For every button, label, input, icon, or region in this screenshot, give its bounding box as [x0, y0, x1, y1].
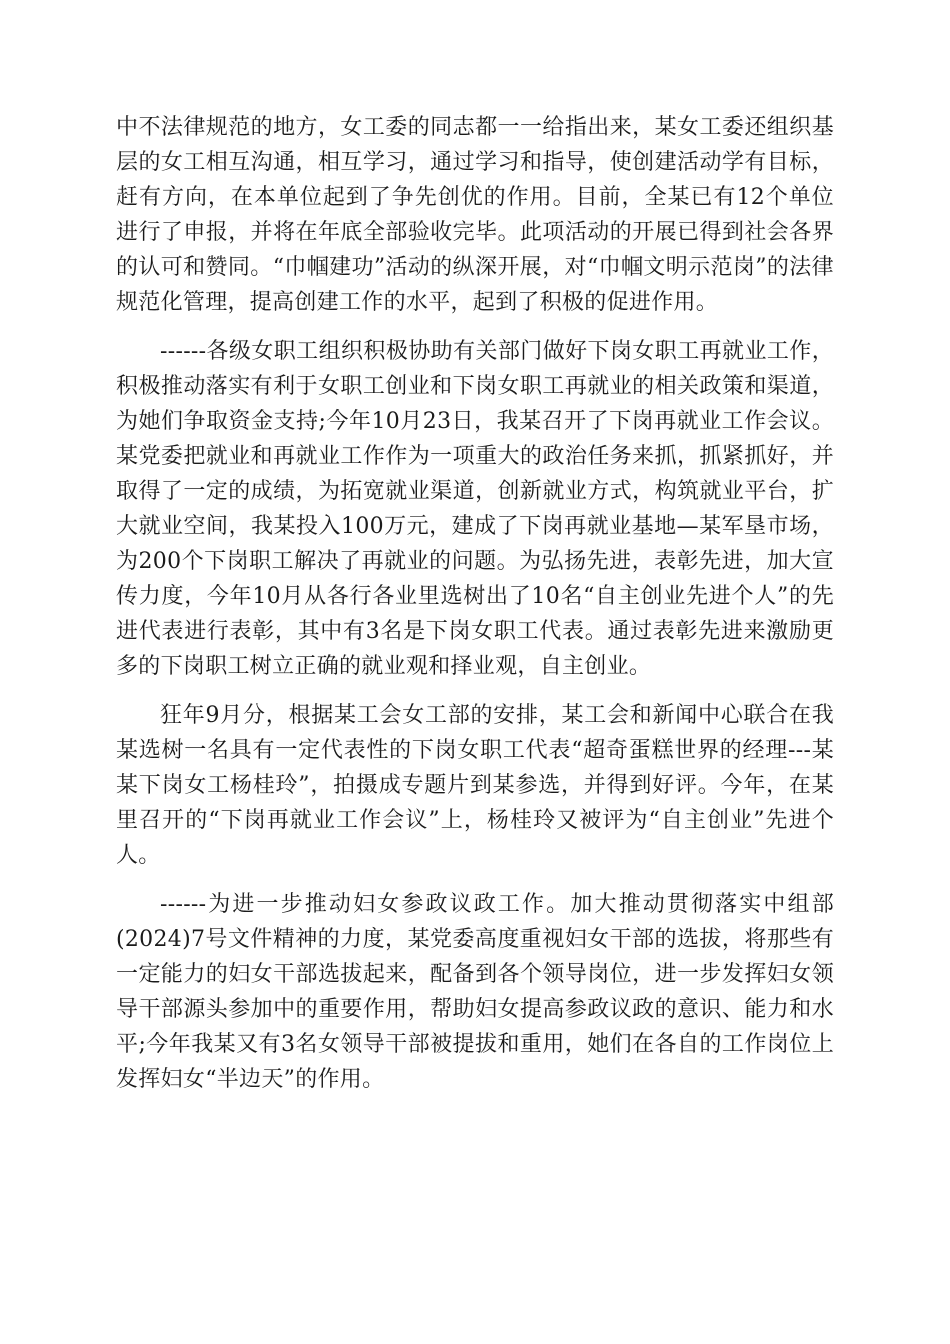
paragraph-4: ------为进一步推动妇女参政议政工作。加大推动贯彻落实中组部(2024)7号文件精神的力度，某党委高度重视妇女干部的选拔，将那些有一定能力的妇女干部选拔起来，配备到各个领导岗位，进一步发挥妇女领导干部源头参加中的重要作用，帮助妇女提高参政议政的意识、能力和水平;今年我某又有3名女领导干部被提拔和重用，她们在各自的工作岗位上发挥妇女“半边天”的作用。 [116, 892, 834, 1092]
paragraph-2: ------各级女职工组织积极协助有关部门做好下岗女职工再就业工作，积极推动落实有利于女职工创业和下岗女职工再就业的相关政策和渠道，为她们争取资金支持;今年10月23日，我某召开了下岗再就业工作会议。某党委把就业和再就业工作作为一项重大的政治任务来抓，抓紧抓好，并取得了一定的成绩，为拓宽就业渠道，创新就业方式，构筑就业平台，扩大就业空间，我某投入100万元，建成了下岗再就业基地—某军垦市场，为200个下岗职工解决了再就业的问题。为弘扬先进，表彰先进，加大宣传力度，今年10月从各行各业里选树出了10名“自主创业先进个人”的先进代表进行表彰，其中有3名是下岗女职工代表。通过表彰先进来激励更多的下岗职工树立正确的就业观和择业观，自主创业。 [116, 339, 834, 679]
document-body [116, 110, 834, 1111]
paragraph-1: 中不法律规范的地方，女工委的同志都一一给指出来，某女工委还组织基层的女工相互沟通，相互学习，通过学习和指导，使创建活动学有目标，赶有方向，在本单位起到了争先创优的作用。目前，全某已有12个单位进行了申报，并将在年底全部验收完毕。此项活动的开展已得到社会各界的认可和赞同。“巾帼建功”活动的纵深开展，对“巾帼文明示范岗”的法律规范化管理，提高创建工作的水平，起到了积极的促进作用。 [116, 115, 834, 315]
paragraph-3: 狂年9月分，根据某工会女工部的安排，某工会和新闻中心联合在我某选树一名具有一定代表性的下岗女职工代表“超奇蛋糕世界的经理---某某下岗女工杨桂玲”，拍摄成专题片到某参选，并得到好评。今年，在某里召开的“下岗再就业工作会议”上，杨桂玲又被评为“自主创业”先进个人。 [116, 703, 834, 868]
